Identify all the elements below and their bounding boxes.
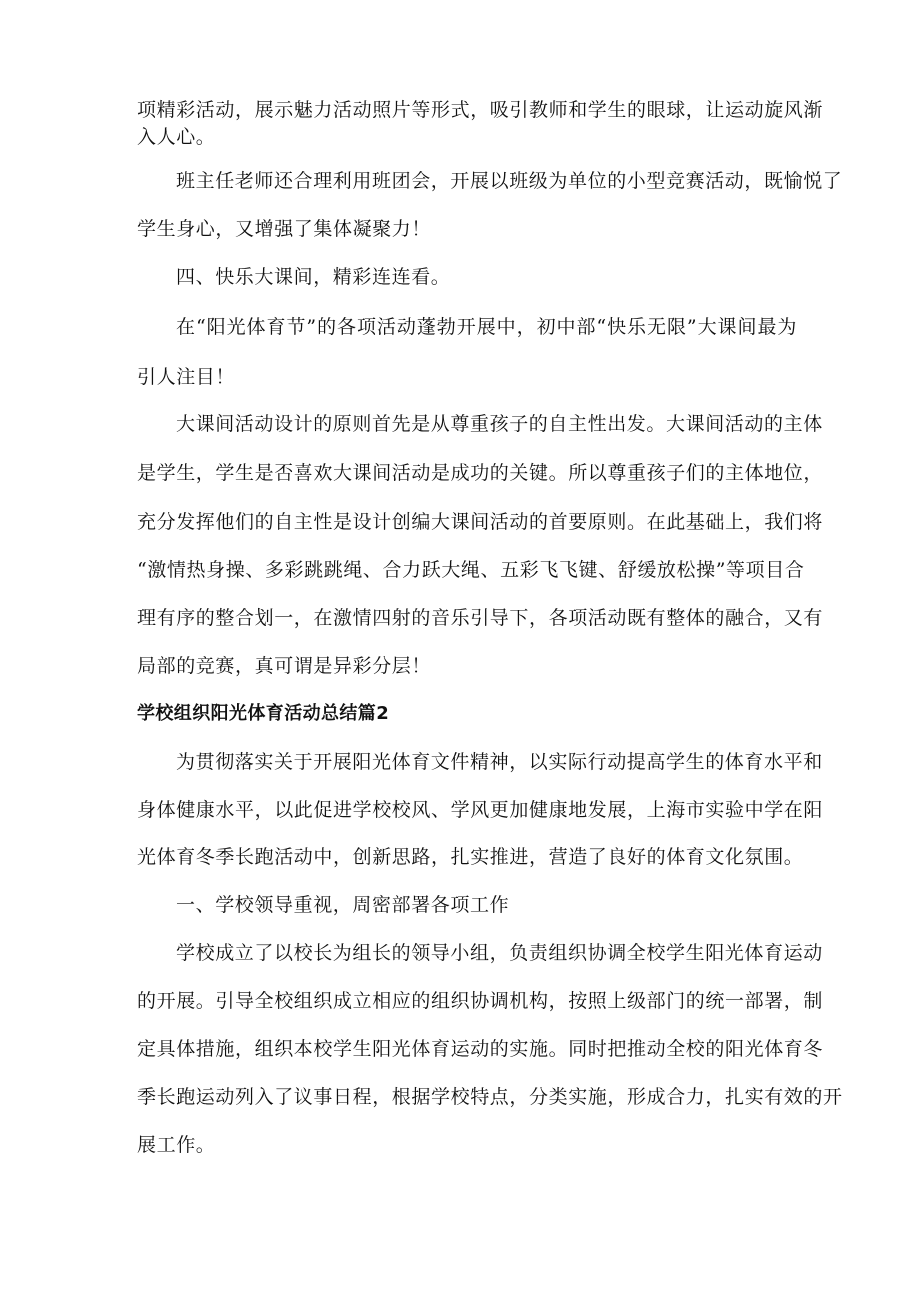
paragraph-line: 学生身心，又增强了集体凝聚力！ bbox=[137, 218, 432, 240]
paragraph-line: 展工作。 bbox=[137, 1134, 216, 1156]
section-heading: 一、学校领导重视，周密部署各项工作 bbox=[176, 894, 510, 916]
paragraph-line: 在“阳光体育节”的各项活动蓬勃开展中，初中部“快乐无限”大课间最为 bbox=[176, 316, 797, 338]
paragraph-line: 季长跑运动列入了议事日程，根据学校特点，分类实施，形成合力，扎实有效的开 bbox=[137, 1086, 843, 1108]
paragraph-line: 局部的竞赛，真可谓是异彩分层！ bbox=[137, 655, 432, 677]
paragraph-line: 光体育冬季长跑活动中，创新思路，扎实推进，营造了良好的体育文化氛围。 bbox=[137, 846, 804, 868]
paragraph-line: 的开展。引导全校组织成立相应的组织协调机构，按照上级部门的统一部署，制 bbox=[137, 990, 824, 1012]
paragraph-line: 身体健康水平，以此促进学校校风、学风更加健康地发展，上海市实验中学在阳 bbox=[137, 799, 824, 821]
paragraph-line: “激情热身操、多彩跳跳绳、合力跃大绳、五彩飞飞键、舒缓放松操”等项目合 bbox=[137, 559, 805, 581]
paragraph-line: 项精彩活动，展示魅力活动照片等形式，吸引教师和学生的眼球，让运动旋风渐 bbox=[137, 99, 824, 121]
section-heading: 四、快乐大课间，精彩连连看。 bbox=[176, 266, 451, 288]
paragraph-line: 引人注目！ bbox=[137, 366, 236, 388]
paragraph-line: 班主任老师还合理利用班团会，开展以班级为单位的小型竞赛活动，既愉悦了 bbox=[176, 170, 843, 192]
paragraph-line: 定具体措施，组织本校学生阳光体育运动的实施。同时把推动全校的阳光体育冬 bbox=[137, 1038, 824, 1060]
paragraph-line: 理有序的整合划一，在激情四射的音乐引导下，各项活动既有整体的融合，又有 bbox=[137, 607, 824, 629]
paragraph-line: 充分发挥他们的自主性是设计创编大课间活动的首要原则。在此基础上，我们将 bbox=[137, 511, 824, 533]
paragraph-line: 学校成立了以校长为组长的领导小组，负责组织协调全校学生阳光体育运动 bbox=[176, 942, 823, 964]
article-title: 学校组织阳光体育活动总结篇2 bbox=[137, 703, 390, 724]
paragraph-line: 入人心。 bbox=[137, 126, 216, 148]
paragraph-line: 大课间活动设计的原则首先是从尊重孩子的自主性出发。大课间活动的主体 bbox=[176, 413, 823, 435]
paragraph-line: 为贯彻落实关于开展阳光体育文件精神，以实际行动提高学生的体育水平和 bbox=[176, 751, 823, 773]
paragraph-line: 是学生，学生是否喜欢大课间活动是成功的关键。所以尊重孩子们的主体地位， bbox=[137, 462, 824, 484]
